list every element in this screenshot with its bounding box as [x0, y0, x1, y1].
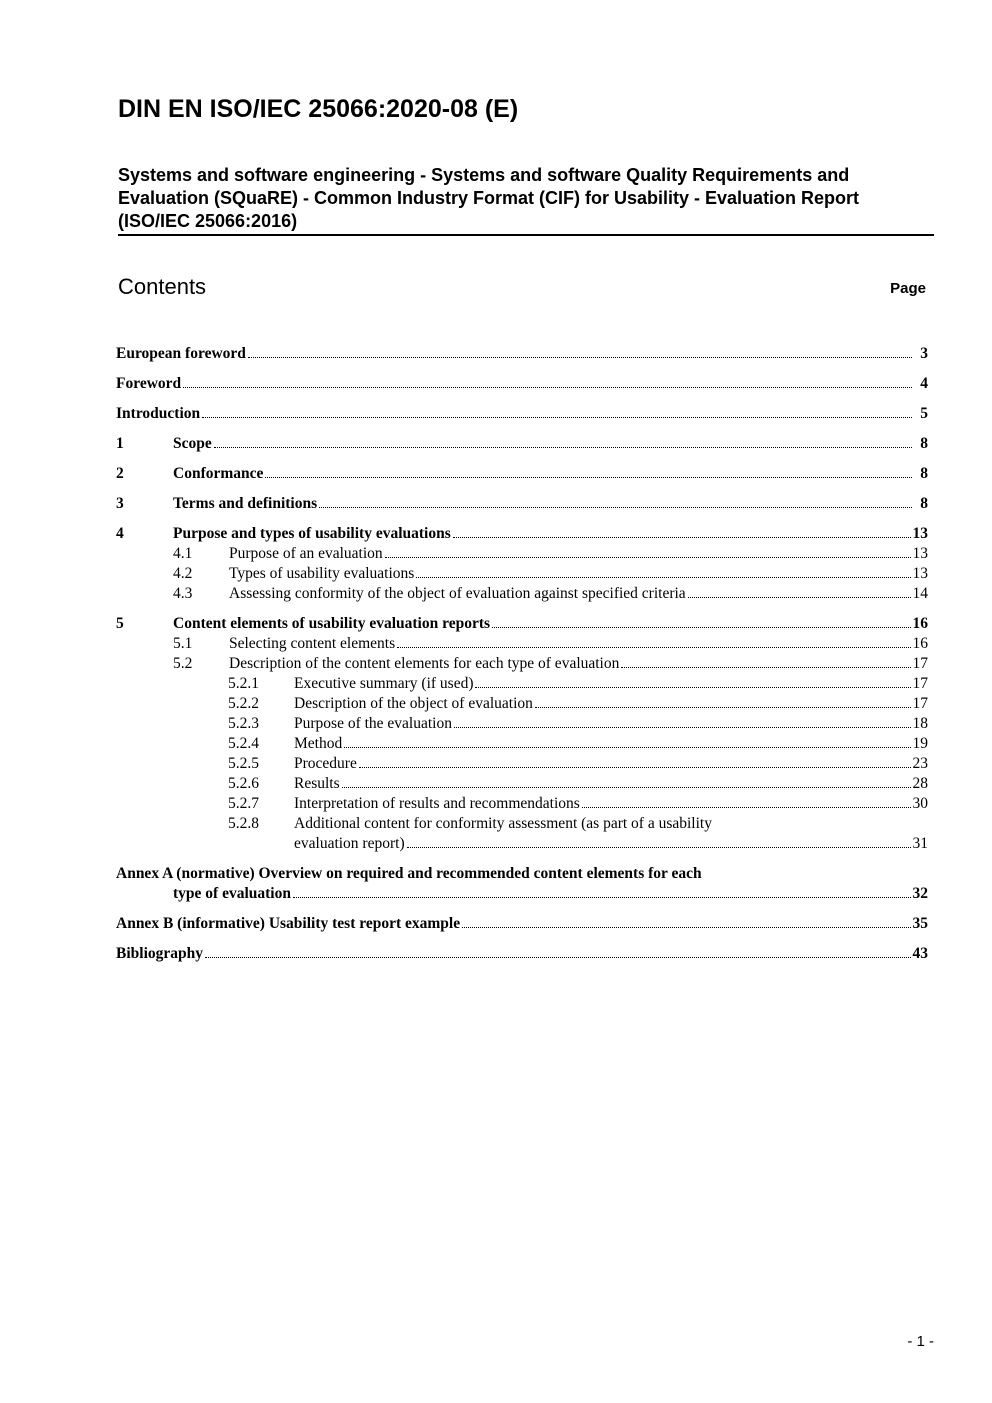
toc-entry-4-2[interactable]	[116, 564, 928, 584]
toc-entry-5-2-4[interactable]	[116, 734, 928, 754]
toc-entry-5-2-7[interactable]	[116, 794, 928, 814]
toc-page: 4	[920, 375, 928, 392]
toc-title: Introduction	[116, 405, 201, 422]
toc-page: 13	[912, 565, 928, 582]
toc-title-line1: Additional content for conformity assessment (as part of a usability	[294, 815, 712, 832]
toc-title: Description of the content elements for each type of evaluation	[229, 655, 620, 672]
toc-page: 43	[912, 945, 928, 962]
toc-entry-4-1[interactable]	[116, 544, 928, 564]
toc-entry-4-3[interactable]	[116, 584, 928, 604]
toc-number: 5.2.7	[228, 795, 259, 812]
toc-number: 5.1	[173, 635, 193, 652]
toc-number: 5.2.4	[228, 735, 259, 752]
toc-title: Description of the object of evaluation	[294, 695, 533, 712]
toc-entry-annex-b[interactable]	[116, 914, 928, 934]
toc-page: 28	[912, 775, 928, 792]
toc-page: 18	[912, 715, 928, 732]
toc-number: 5.2.1	[228, 675, 259, 692]
toc-page: 14	[912, 585, 928, 602]
toc-page: 8	[920, 465, 928, 482]
toc-title: Conformance	[173, 465, 264, 482]
toc-page: 13	[912, 545, 928, 562]
toc-title: Interpretation of results and recommendations	[294, 795, 580, 812]
toc-title: Procedure	[294, 755, 357, 772]
toc-title-line2: evaluation report)	[294, 835, 405, 852]
toc-entry-5-2-2[interactable]	[116, 694, 928, 714]
toc-title: Executive summary (if used)	[294, 675, 474, 692]
toc-title: Annex B (informative) Usability test report example	[116, 915, 461, 932]
toc-number: 5.2	[173, 655, 193, 672]
toc-page: 13	[912, 525, 928, 542]
toc-entry-scope[interactable]	[116, 434, 928, 454]
document-subtitle: Systems and software engineering - Systems and software Quality Requirements and Evaluation (SQuaRE) - Common Industry Format (CIF) for Usability - Evaluation Report (ISO/IEC 25066:2016)	[118, 164, 934, 236]
toc-page: 3	[920, 345, 928, 362]
toc-title: Purpose of an evaluation	[229, 545, 383, 562]
toc-title: Scope	[173, 435, 212, 452]
page-column-label: Page	[890, 280, 926, 297]
toc-number: 5.2.2	[228, 695, 259, 712]
toc-entry-5-2-6[interactable]	[116, 774, 928, 794]
toc-title: Terms and definitions	[173, 495, 318, 512]
toc-entry-5-2-3[interactable]	[116, 714, 928, 734]
toc-page: 23	[912, 755, 928, 772]
toc-page: 17	[912, 675, 928, 692]
document-title: DIN EN ISO/IEC 25066:2020-08 (E)	[118, 95, 519, 123]
toc-title-line1: Annex A (normative) Overview on required and recommended content elements for each	[116, 865, 702, 882]
toc-number: 5.2.5	[228, 755, 259, 772]
toc-page: 35	[912, 915, 928, 932]
toc-title: Selecting content elements	[229, 635, 396, 652]
toc-title: Content elements of usability evaluation reports	[173, 615, 491, 632]
toc-page: 5	[920, 405, 928, 422]
toc-entry-5-2-1[interactable]	[116, 674, 928, 694]
toc-number: 2	[116, 465, 124, 482]
toc-number: 1	[116, 435, 124, 452]
toc-number: 5.2.3	[228, 715, 259, 732]
toc-entry-conformance[interactable]	[116, 464, 928, 484]
toc-title-line2: type of evaluation	[173, 885, 291, 902]
toc-entry-annex-a[interactable]	[116, 864, 928, 904]
toc-number: 5.2.6	[228, 775, 259, 792]
toc-page: 16	[912, 635, 928, 652]
toc-title: Assessing conformity of the object of evaluation against specified criteria	[229, 585, 686, 602]
toc-title: Purpose and types of usability evaluations	[173, 525, 451, 542]
toc-title: Method	[294, 735, 343, 752]
toc-number: 5	[116, 615, 124, 632]
table-of-contents	[116, 344, 928, 964]
toc-number: 4	[116, 525, 124, 542]
toc-entry-5-2-8[interactable]	[116, 814, 928, 854]
toc-entry-5-2-5[interactable]	[116, 754, 928, 774]
toc-page: 32	[912, 885, 928, 902]
toc-page: 30	[912, 795, 928, 812]
toc-entry-5-1[interactable]	[116, 634, 928, 654]
toc-entry-terms[interactable]	[116, 494, 928, 514]
toc-number: 4.2	[173, 565, 193, 582]
toc-entry-introduction[interactable]	[116, 404, 928, 424]
toc-entry-purpose-types[interactable]	[116, 524, 928, 544]
toc-page: 19	[912, 735, 928, 752]
toc-page: 17	[912, 695, 928, 712]
toc-title: Types of usability evaluations	[229, 565, 415, 582]
toc-page: 17	[912, 655, 928, 672]
toc-entry-european-foreword[interactable]	[116, 344, 928, 364]
toc-entry-5-2[interactable]	[116, 654, 928, 674]
toc-entry-content-elements[interactable]	[116, 614, 928, 634]
toc-number: 3	[116, 495, 124, 512]
contents-heading: Contents	[118, 274, 207, 299]
toc-page: 8	[920, 435, 928, 452]
toc-title: Purpose of the evaluation	[294, 715, 452, 732]
toc-entry-bibliography[interactable]	[116, 944, 928, 964]
toc-title: Foreword	[116, 375, 182, 392]
toc-title: European foreword	[116, 345, 246, 362]
toc-number: 4.3	[173, 585, 193, 602]
toc-entry-foreword[interactable]	[116, 374, 928, 394]
toc-number: 4.1	[173, 545, 193, 562]
toc-page: 31	[912, 835, 928, 852]
toc-title: Results	[294, 775, 340, 792]
toc-number: 5.2.8	[228, 815, 259, 832]
toc-page: 8	[920, 495, 928, 512]
page-number: - 1 -	[907, 1333, 934, 1350]
toc-title: Bibliography	[116, 945, 203, 962]
toc-page: 16	[912, 615, 928, 632]
